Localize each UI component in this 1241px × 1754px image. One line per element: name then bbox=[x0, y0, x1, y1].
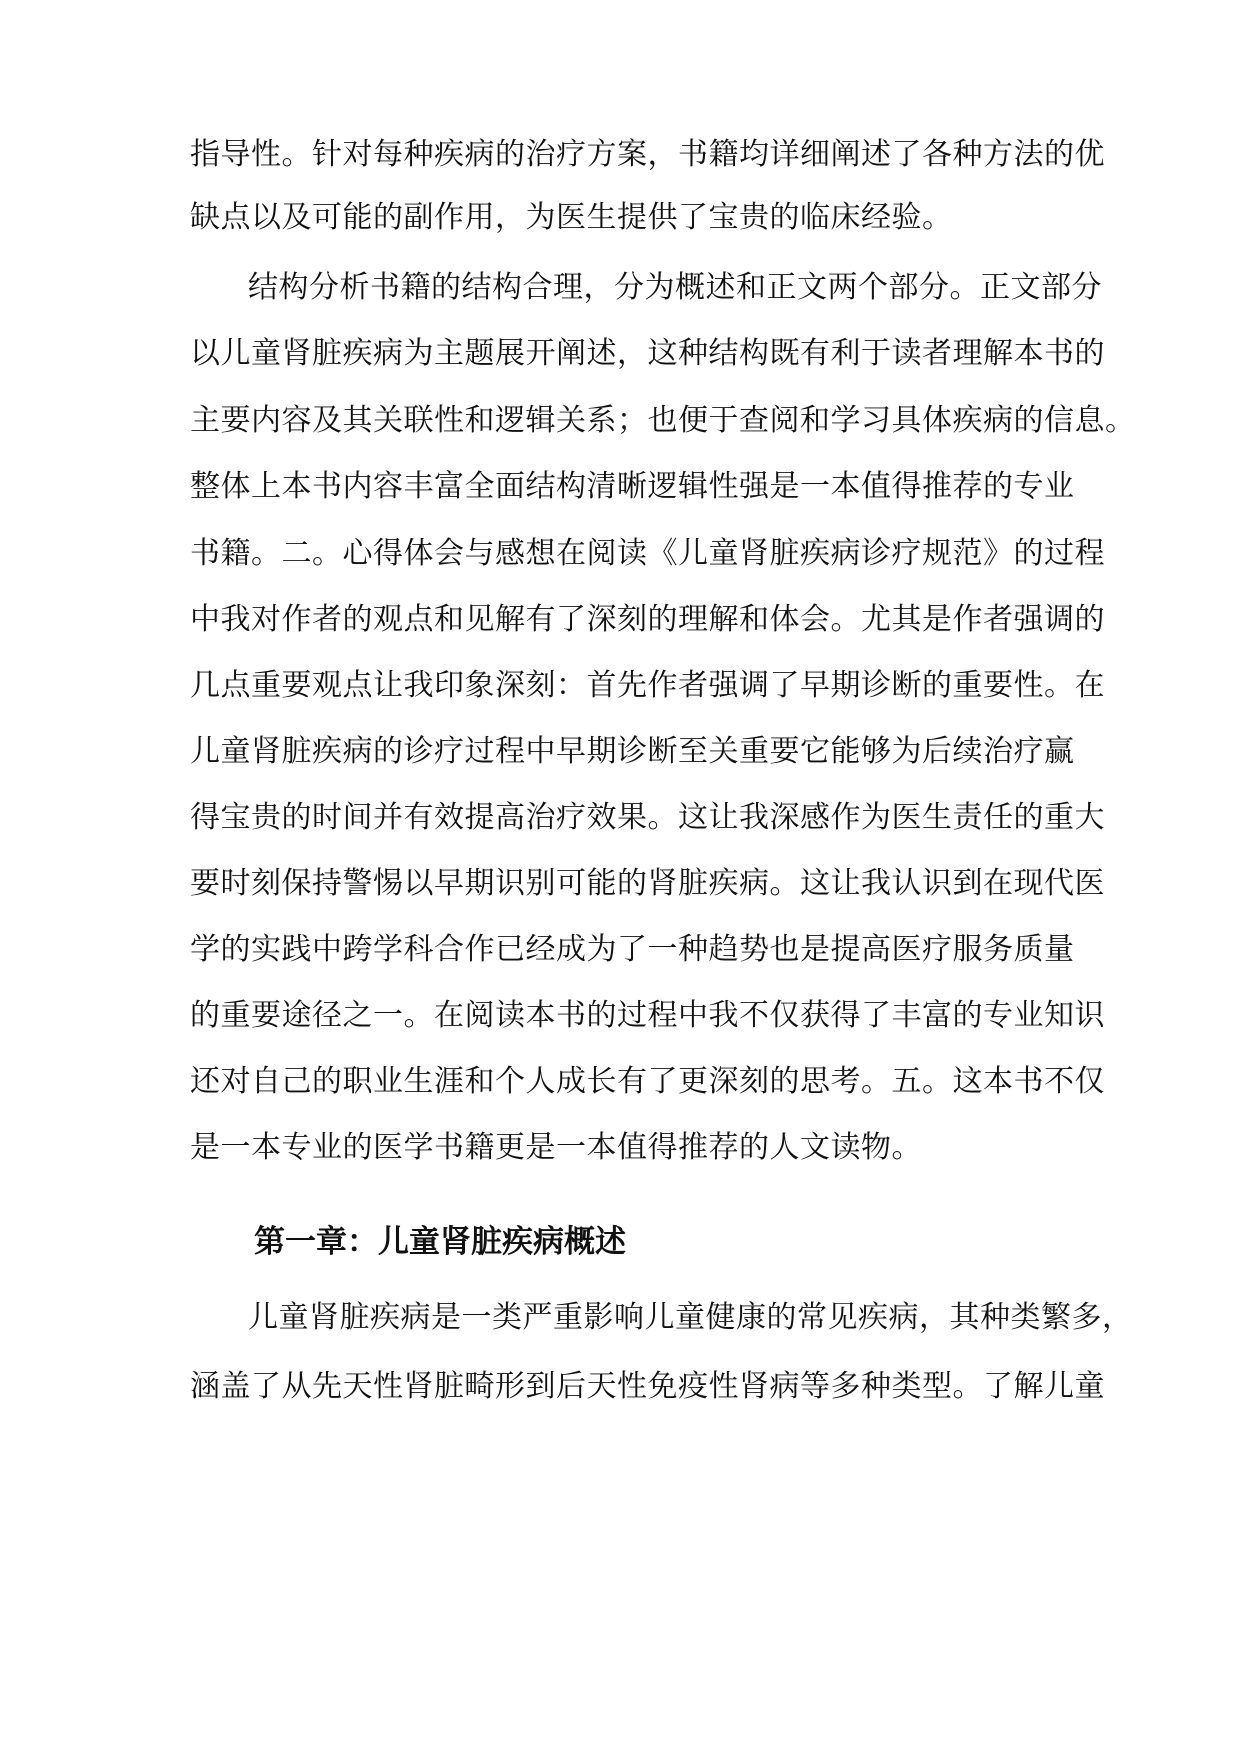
body-text-line: 中我对作者的观点和见解有了深刻的理解和体会。尤其是作者强调的 bbox=[190, 602, 1105, 637]
body-text-line: 几点重要观点让我印象深刻：首先作者强调了早期诊断的重要性。在 bbox=[190, 668, 1105, 703]
body-text-line: 要时刻保持警惕以早期识别可能的肾脏疾病。这让我认识到在现代医 bbox=[190, 866, 1105, 901]
body-text-line: 书籍。二。心得体会与感想在阅读《儿童肾脏疾病诊疗规范》的过程 bbox=[190, 536, 1105, 571]
body-text-line: 得宝贵的时间并有效提高治疗效果。这让我深感作为医生责任的重大 bbox=[190, 800, 1105, 835]
body-text-line: 以儿童肾脏疾病为主题展开阐述，这种结构既有利于读者理解本书的 bbox=[190, 336, 1105, 371]
body-text-line: 指导性。针对每种疾病的治疗方案，书籍均详细阐述了各种方法的优 bbox=[190, 137, 1105, 172]
body-text-line: 学的实践中跨学科合作已经成为了一种趋势也是提高医疗服务质量 bbox=[190, 932, 1075, 967]
body-text-line: 儿童肾脏疾病的诊疗过程中早期诊断至关重要它能够为后续治疗赢 bbox=[190, 734, 1075, 769]
body-text-line: 主要内容及其关联性和逻辑关系；也便于查阅和学习具体疾病的信息。 bbox=[190, 403, 1136, 438]
body-text-line: 的重要途径之一。在阅读本书的过程中我不仅获得了丰富的专业知识 bbox=[190, 998, 1105, 1033]
body-text-line: 儿童肾脏疾病是一类严重影响儿童健康的常见疾病，其种类繁多， bbox=[248, 1300, 1133, 1335]
body-text-line: 缺点以及可能的副作用，为医生提供了宝贵的临床经验。 bbox=[190, 200, 953, 235]
body-text-line: 还对自己的职业生涯和个人成长有了更深刻的思考。五。这本书不仅 bbox=[190, 1064, 1105, 1099]
body-text-line: 结构分析书籍的结构合理，分为概述和正文两个部分。正文部分 bbox=[248, 270, 1102, 305]
body-text-line: 整体上本书内容丰富全面结构清晰逻辑性强是一本值得推荐的专业 bbox=[190, 469, 1075, 504]
chapter-heading: 第一章：儿童肾脏疾病概述 bbox=[254, 1224, 626, 1260]
body-text-line: 涵盖了从先天性肾脏畸形到后天性免疫性肾病等多种类型。了解儿童 bbox=[190, 1369, 1105, 1404]
body-text-line: 是一本专业的医学书籍更是一本值得推荐的人文读物。 bbox=[190, 1130, 922, 1165]
